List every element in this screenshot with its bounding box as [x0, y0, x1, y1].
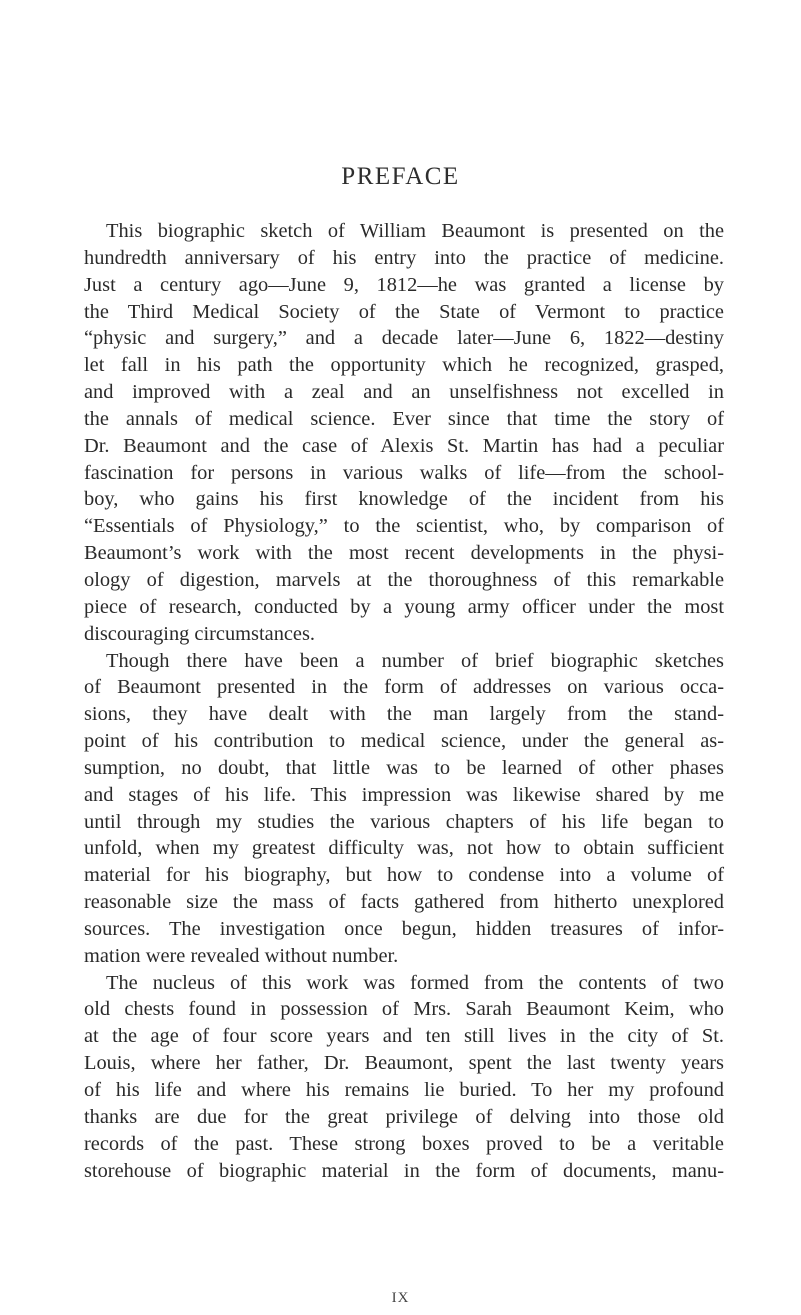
body-text — [84, 218, 724, 1184]
text-line: let fall in his path the opportunity which he recognized, grasped, — [84, 354, 724, 377]
page-title: PREFACE — [341, 163, 460, 190]
paragraph-3 — [84, 970, 724, 1185]
text-line: and stages of his life. This impression was likewise shared by me — [84, 783, 724, 806]
text-line: Louis, where her father, Dr. Beaumont, spent the last twenty years — [84, 1052, 724, 1075]
text-line: Beaumont’s work with the most recent developments in the physi- — [84, 542, 724, 565]
text-line: Just a century ago—June 9, 1812—he was granted a license by — [84, 273, 724, 296]
text-line: old chests found in possession of Mrs. Sarah Beaumont Keim, who — [84, 998, 724, 1021]
text-line: records of the past. These strong boxes proved to be a veritable — [84, 1132, 724, 1155]
text-line: until through my studies the various chapters of his life began to — [84, 810, 724, 833]
text-line: and improved with a zeal and an unselfishness not excelled in — [84, 381, 724, 404]
text-line: ology of digestion, marvels at the thoroughness of this remarkable — [84, 568, 724, 591]
text-line: fascination for persons in various walks of life—from the school- — [84, 461, 724, 484]
text-line: discouraging circumstances. — [84, 622, 316, 645]
text-line: piece of research, conducted by a young army officer under the most — [84, 595, 724, 618]
text-line: sions, they have dealt with the man largely from the stand- — [84, 703, 724, 726]
text-line: the Third Medical Society of the State of Vermont to practice — [84, 300, 724, 323]
text-line: the annals of medical science. Ever since that time the story of — [84, 407, 724, 430]
text-line: thanks are due for the great privilege of delving into those old — [84, 1105, 724, 1128]
text-line: storehouse of biographic material in the form of documents, manu- — [84, 1159, 724, 1182]
text-line: mation were revealed without number. — [84, 944, 399, 967]
text-line: Dr. Beaumont and the case of Alexis St. Martin has had a peculiar — [84, 434, 724, 457]
text-line: “Essentials of Physiology,” to the scientist, who, by comparison of — [84, 515, 724, 538]
text-line: point of his contribution to medical science, under the general as- — [84, 730, 724, 753]
text-line: sumption, no doubt, that little was to be learned of other phases — [84, 756, 724, 779]
text-line: reasonable size the mass of facts gathered from hitherto unexplored — [84, 891, 724, 914]
page-number: IX — [391, 1290, 410, 1306]
text-line: hundredth anniversary of his entry into the practice of medicine. — [84, 246, 724, 269]
text-line: material for his biography, but how to condense into a volume of — [84, 864, 724, 887]
text-line: boy, who gains his first knowledge of the incident from his — [84, 488, 724, 511]
paragraph-2 — [84, 648, 724, 970]
text-line: of Beaumont presented in the form of addresses on various occa- — [84, 676, 724, 699]
text-line: This biographic sketch of William Beaumont is presented on the — [106, 220, 724, 242]
text-line: Though there have been a number of brief biographic sketches — [106, 649, 724, 672]
text-line: sources. The investigation once begun, hidden treasures of infor- — [84, 917, 724, 940]
text-line: of his life and where his remains lie buried. To her my profound — [84, 1079, 724, 1101]
text-line: unfold, when my greatest difficulty was, not how to obtain sufficient — [84, 837, 724, 860]
text-line: at the age of four score years and ten still lives in the city of St. — [84, 1025, 724, 1048]
text-line: “physic and surgery,” and a decade later—June 6, 1822—destiny — [84, 327, 724, 350]
text-line: The nucleus of this work was formed from the contents of two — [106, 971, 724, 994]
paragraph-1 — [84, 218, 724, 648]
